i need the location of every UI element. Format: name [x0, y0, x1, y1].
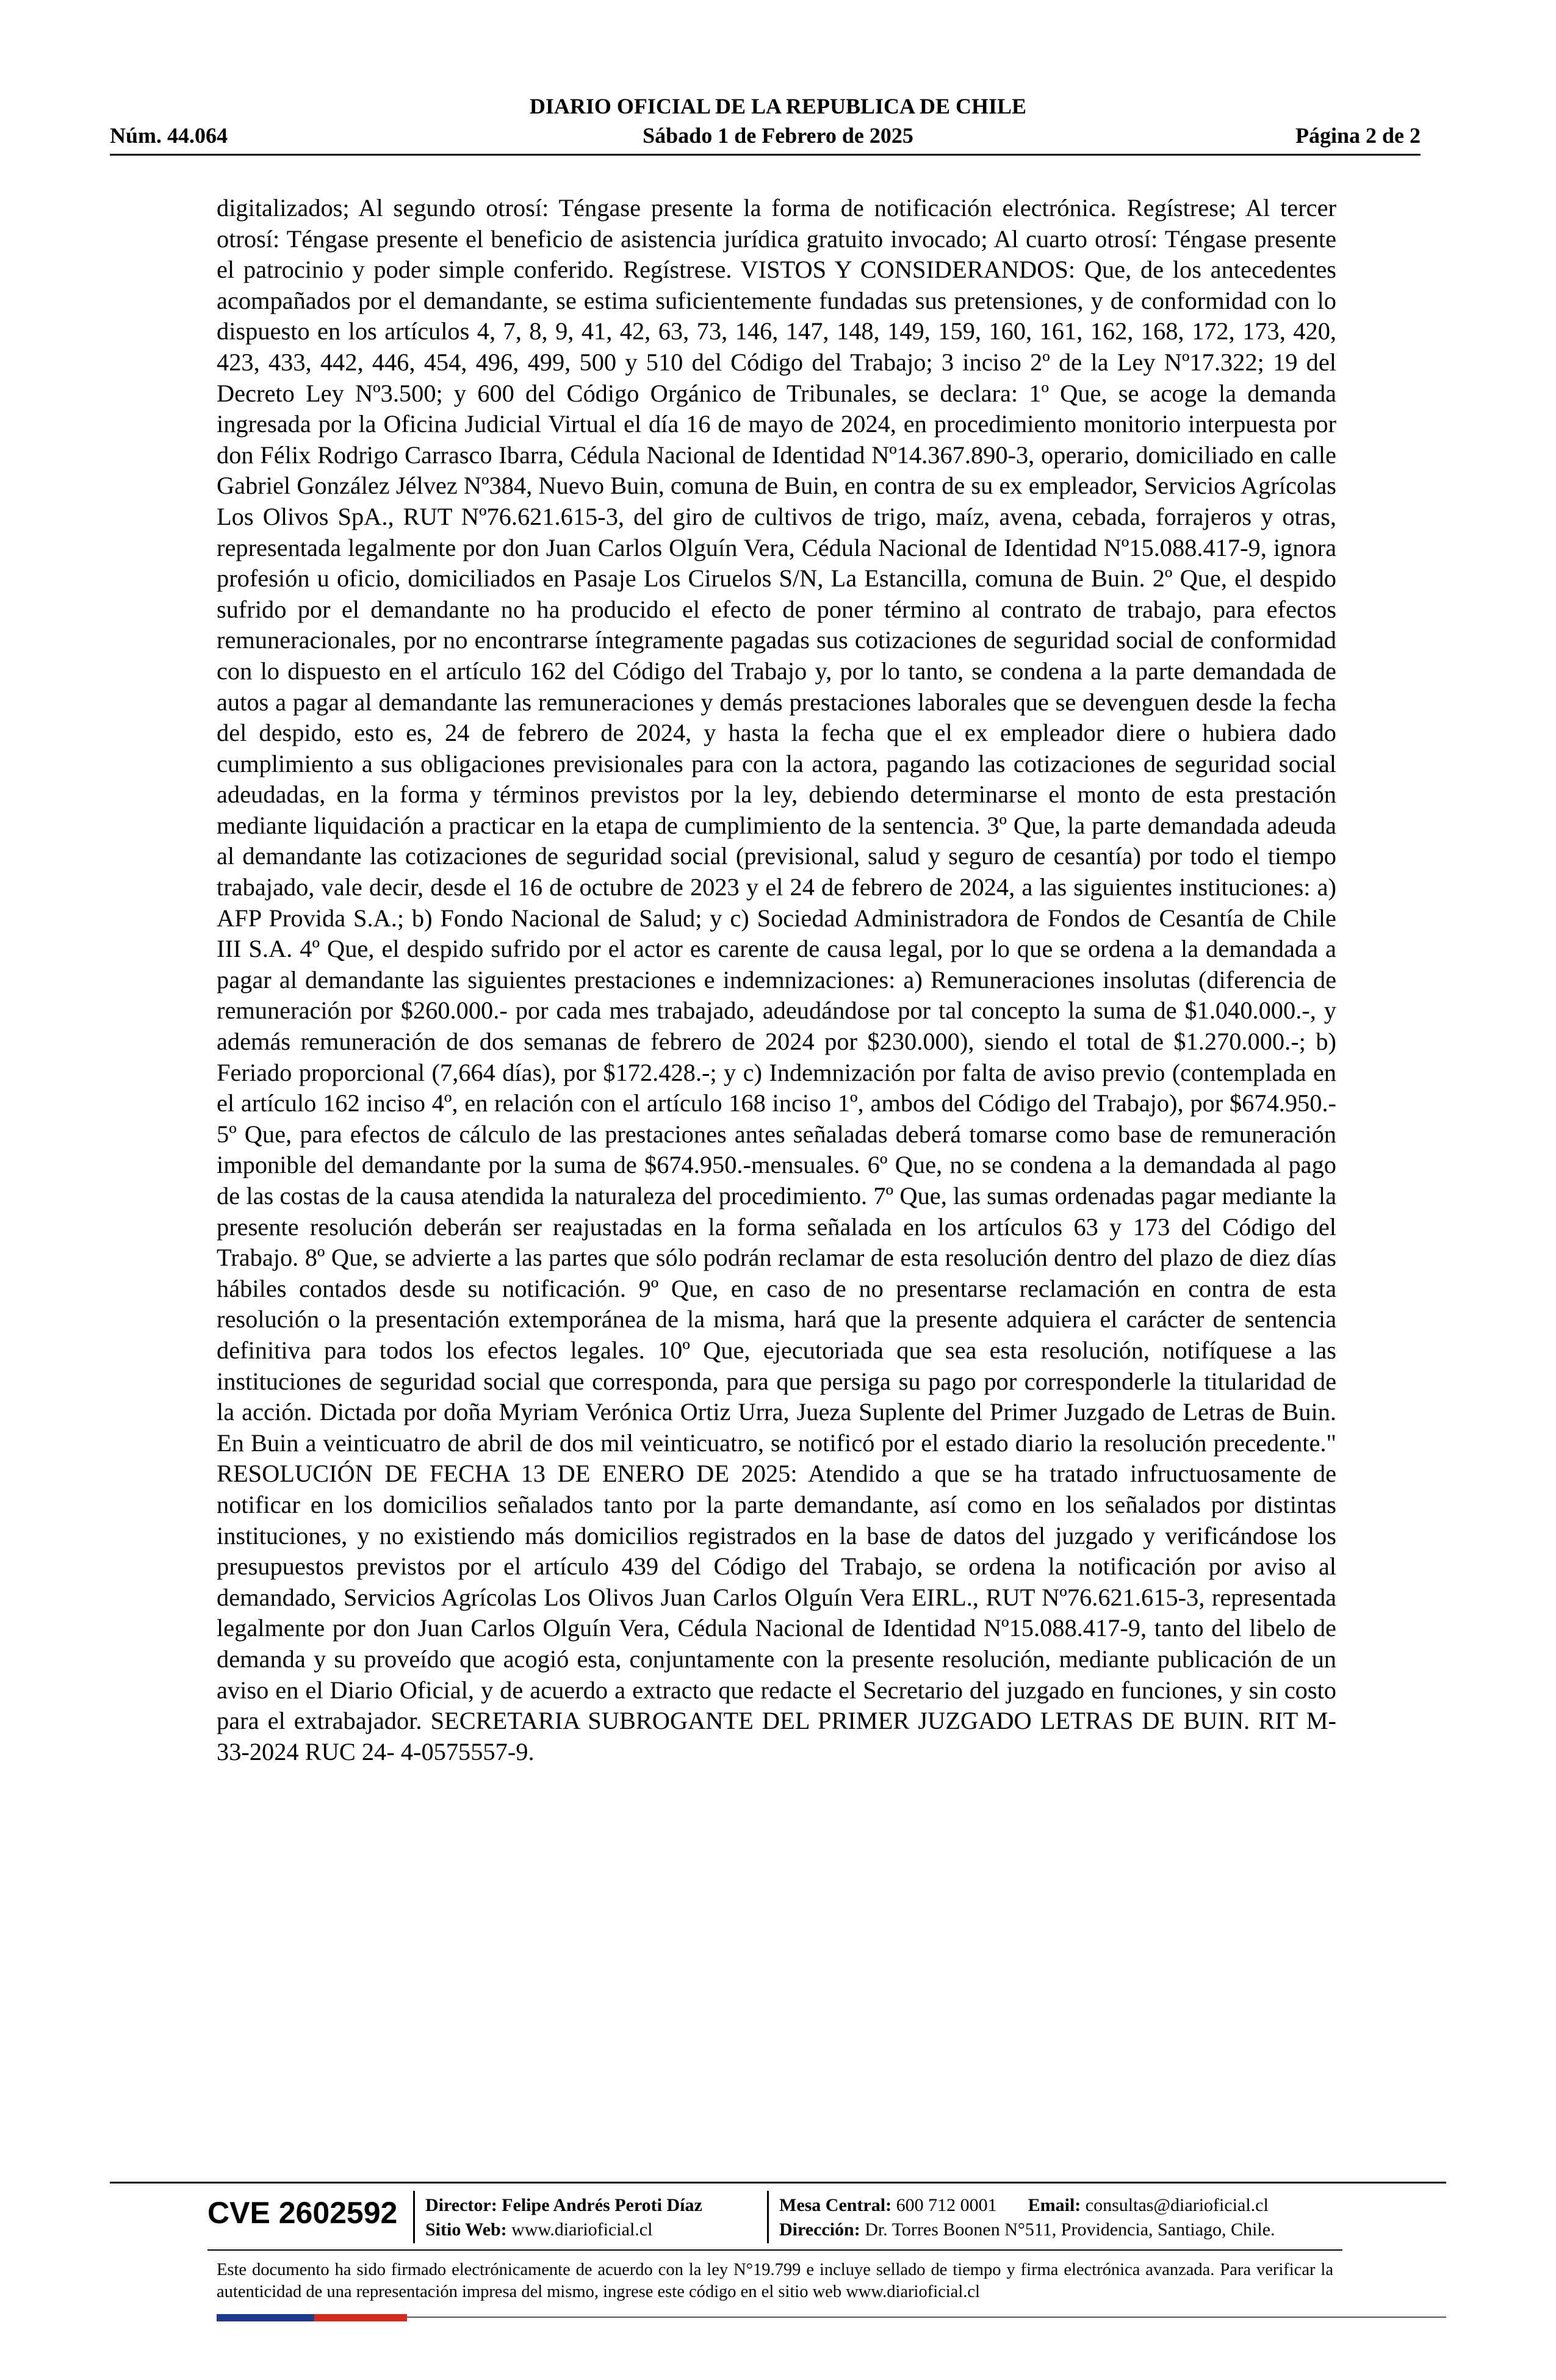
cve-code: CVE 2602592 — [207, 2196, 398, 2230]
footer-contact-office — [779, 2193, 1275, 2242]
website-label: Sitio Web: — [425, 2220, 507, 2240]
publication-date: Sábado 1 de Febrero de 2025 — [643, 123, 913, 148]
flag-stripe-blue — [217, 2314, 314, 2321]
email-label: Email: — [1028, 2195, 1081, 2215]
website-link[interactable]: www.diarioficial.cl — [511, 2220, 653, 2240]
page-indicator: Página 2 de 2 — [1295, 123, 1421, 148]
issue-number: Núm. 44.064 — [110, 123, 228, 148]
flag-stripe-red — [314, 2314, 407, 2321]
footer-separator — [767, 2191, 769, 2243]
newspaper-title: DIARIO OFICIAL DE LA REPUBLICA DE CHILE — [529, 94, 1027, 118]
header-divider — [110, 154, 1421, 156]
footer-separator — [413, 2191, 415, 2243]
address-value: Dr. Torres Boonen N°511, Providencia, Santiago, Chile. — [865, 2220, 1275, 2240]
director-name: Felipe Andrés Peroti Díaz — [502, 2195, 702, 2215]
address-label: Dirección: — [779, 2220, 860, 2240]
phone-number: 600 712 0001 — [896, 2195, 997, 2215]
email-link[interactable]: consultas@diarioficial.cl — [1085, 2195, 1269, 2215]
director-label: Director: — [425, 2195, 497, 2215]
footer-contact-director — [425, 2193, 702, 2242]
footer-divider-mid — [207, 2249, 1342, 2251]
footer-divider-top — [110, 2182, 1446, 2183]
legal-notice: Este documento ha sido firmado electrónicamente de acuerdo con la ley N°19.799 e incluye sellado de tiempo y firma electrónica avanzada. Para verificar la autenticidad de una representación impresa del mismo, ingrese este código en el sitio web www.diarioficial.cl — [217, 2260, 1333, 2301]
body-text: digitalizados; Al segundo otrosí: Téngase presente la forma de notificación electrónica. Regístrese; Al tercer otrosí: Téngase presente el beneficio de asistencia jurídica gratuito invocado; Al cuarto otrosí: Téngase presente el patrocinio y poder simple conferido. Regístrese. VISTOS Y CONSIDERANDOS: Que, de los antecedentes acompañados por el demandante, se estima suficientemente fundadas sus pretensiones, y de conformidad con lo dispuesto en los artículos 4, 7, 8, 9, 41, 42, 63, 73, 146, 147, 148, 149, 159, 160, 161, 162, 168, 172, 173, 420, 423, 433, 442, 446, 454, 496, 499, 500 y 510 del Código del Trabajo; 3 inciso 2º de la Ley Nº17.322; 19 del Decreto Ley Nº3.500; y 600 del Código Orgánico de Tribunales, se declara: 1º Que, se acoge la demanda ingresada por la Oficina Judicial Virtual el día 16 de mayo de 2024, en procedimiento monitorio interpuesta por don Félix Rodrigo Carrasco Ibarra, Cédula Nacional de Identidad Nº14.367.890-3, operario, domiciliado en calle Gabriel González Jélvez Nº384, Nuevo Buin, comuna de Buin, en contra de su ex empleador, Servicios Agrícolas Los Olivos SpA., RUT Nº76.621.615-3, del giro de cultivos de trigo, maíz, avena, cebada, forrajeros y otras, representada legalmente por don Juan Carlos Olguín Vera, Cédula Nacional de Identidad Nº15.088.417-9, ignora profesión u oficio, domiciliados en Pasaje Los Ciruelos S/N, La Estancilla, comuna de Buin. 2º Que, el despido sufrido por el demandante no ha producido el efecto de poner término al contrato de trabajo, para efectos remuneracionales, por no encontrarse íntegramente pagadas sus cotizaciones de seguridad social de conformidad con lo dispuesto en el artículo 162 del Código del Trabajo y, por lo tanto, se condena a la parte demandada de autos a pagar al demandante las remuneraciones y demás prestaciones laborales que se devenguen desde la fecha del despido, esto es, 24 de febrero de 2024, y hasta la fecha que el ex empleador diere o hubiera dado cumplimiento a sus obligaciones previsionales para con la actora, pagando las cotizaciones de seguridad social adeudadas, en la forma y términos previstos por la ley, debiendo determinarse el monto de esta prestación mediante liquidación a practicar en la etapa de cumplimiento de la sentencia. 3º Que, la parte demandada adeuda al demandante las cotizaciones de seguridad social (previsional, salud y seguro de cesantía) por todo el tiempo trabajado, vale decir, desde el 16 de octubre de 2023 y el 24 de febrero de 2024, a las siguientes instituciones: a) AFP Provida S.A.; b) Fondo Nacional de Salud; y c) Sociedad Administradora de Fondos de Cesantía de Chile III S.A. 4º Que, el despido sufrido por el actor es carente de causa legal, por lo que se ordena a la demandada a pagar al demandante las siguientes prestaciones e indemnizaciones: a) Remuneraciones insolutas (diferencia de remuneración por $260.000.- por cada mes trabajado, adeudándose por tal concepto la suma de $1.040.000.-, y además remuneración de dos semanas de febrero de 2024 por $230.000), siendo el total de $1.270.000.-; b) Feriado proporcional (7,664 días), por $172.428.-; y c) Indemnización por falta de aviso previo (contemplada en el artículo 162 inciso 4º, en relación con el artículo 168 inciso 1º, ambos del Código del Trabajo), por $674.950.- 5º Que, para efectos de cálculo de las prestaciones antes señaladas deberá tomarse como base de remuneración imponible del demandante por la suma de $674.950.-mensuales. 6º Que, no se condena a la demandada al pago de las costas de la causa atendida la naturaleza del procedimiento. 7º Que, las sumas ordenadas pagar mediante la presente resolución deberán ser reajustadas en la forma señalada en los artículos 63 y 173 del Código del Trabajo. 8º Que, se advierte a las partes que sólo podrán reclamar de esta resolución dentro del plazo de diez días hábiles contados desde su notificación. 9º Que, en caso de no presentarse reclamación en contra de esta resolución o la presentación extemporánea de la misma, hará que la presente adquiera el carácter de sentencia definitiva para todos los efectos legales. 10º Que, ejecutoriada que sea esta resolución, notifíquese a las instituciones de seguridad social que corresponda, para que persiga su pago por corresponderle la titularidad de la acción. Dictada por doña Myriam Verónica Ortiz Urra, Jueza Suplente del Primer Juzgado de Letras de Buin. En Buin a veinticuatro de abril de dos mil veinticuatro, se notificó por el estado diario la resolución precedente." RESOLUCIÓN DE FECHA 13 DE ENERO DE 2025: Atendido a que se ha tratado infructuosamente de notificar en los domicilios señalados tanto por la parte demandante, así como en los señalados por distintas instituciones, y no existiendo más domicilios registrados en la base de datos del juzgado y verificándose los presupuestos previstos por el artículo 439 del Código del Trabajo, se ordena la notificación por aviso al demandado, Servicios Agrícolas Los Olivos Juan Carlos Olguín Vera EIRL., RUT Nº76.621.615-3, representada legalmente por don Juan Carlos Olguín Vera, Cédula Nacional de Identidad Nº15.088.417-9, tanto del libelo de demanda y su proveído que acogió esta, conjuntamente con la presente resolución, mediante publicación de un aviso en el Diario Oficial, y de acuerdo a extracto que redacte el Secretario del juzgado en funciones, y sin costo para el extrabajador. SECRETARIA SUBROGANTE DEL PRIMER JUZGADO LETRAS DE BUIN. RIT M-33-2024 RUC 24- 4-0575557-9. — [217, 194, 1336, 1765]
phone-label: Mesa Central: — [779, 2195, 892, 2215]
